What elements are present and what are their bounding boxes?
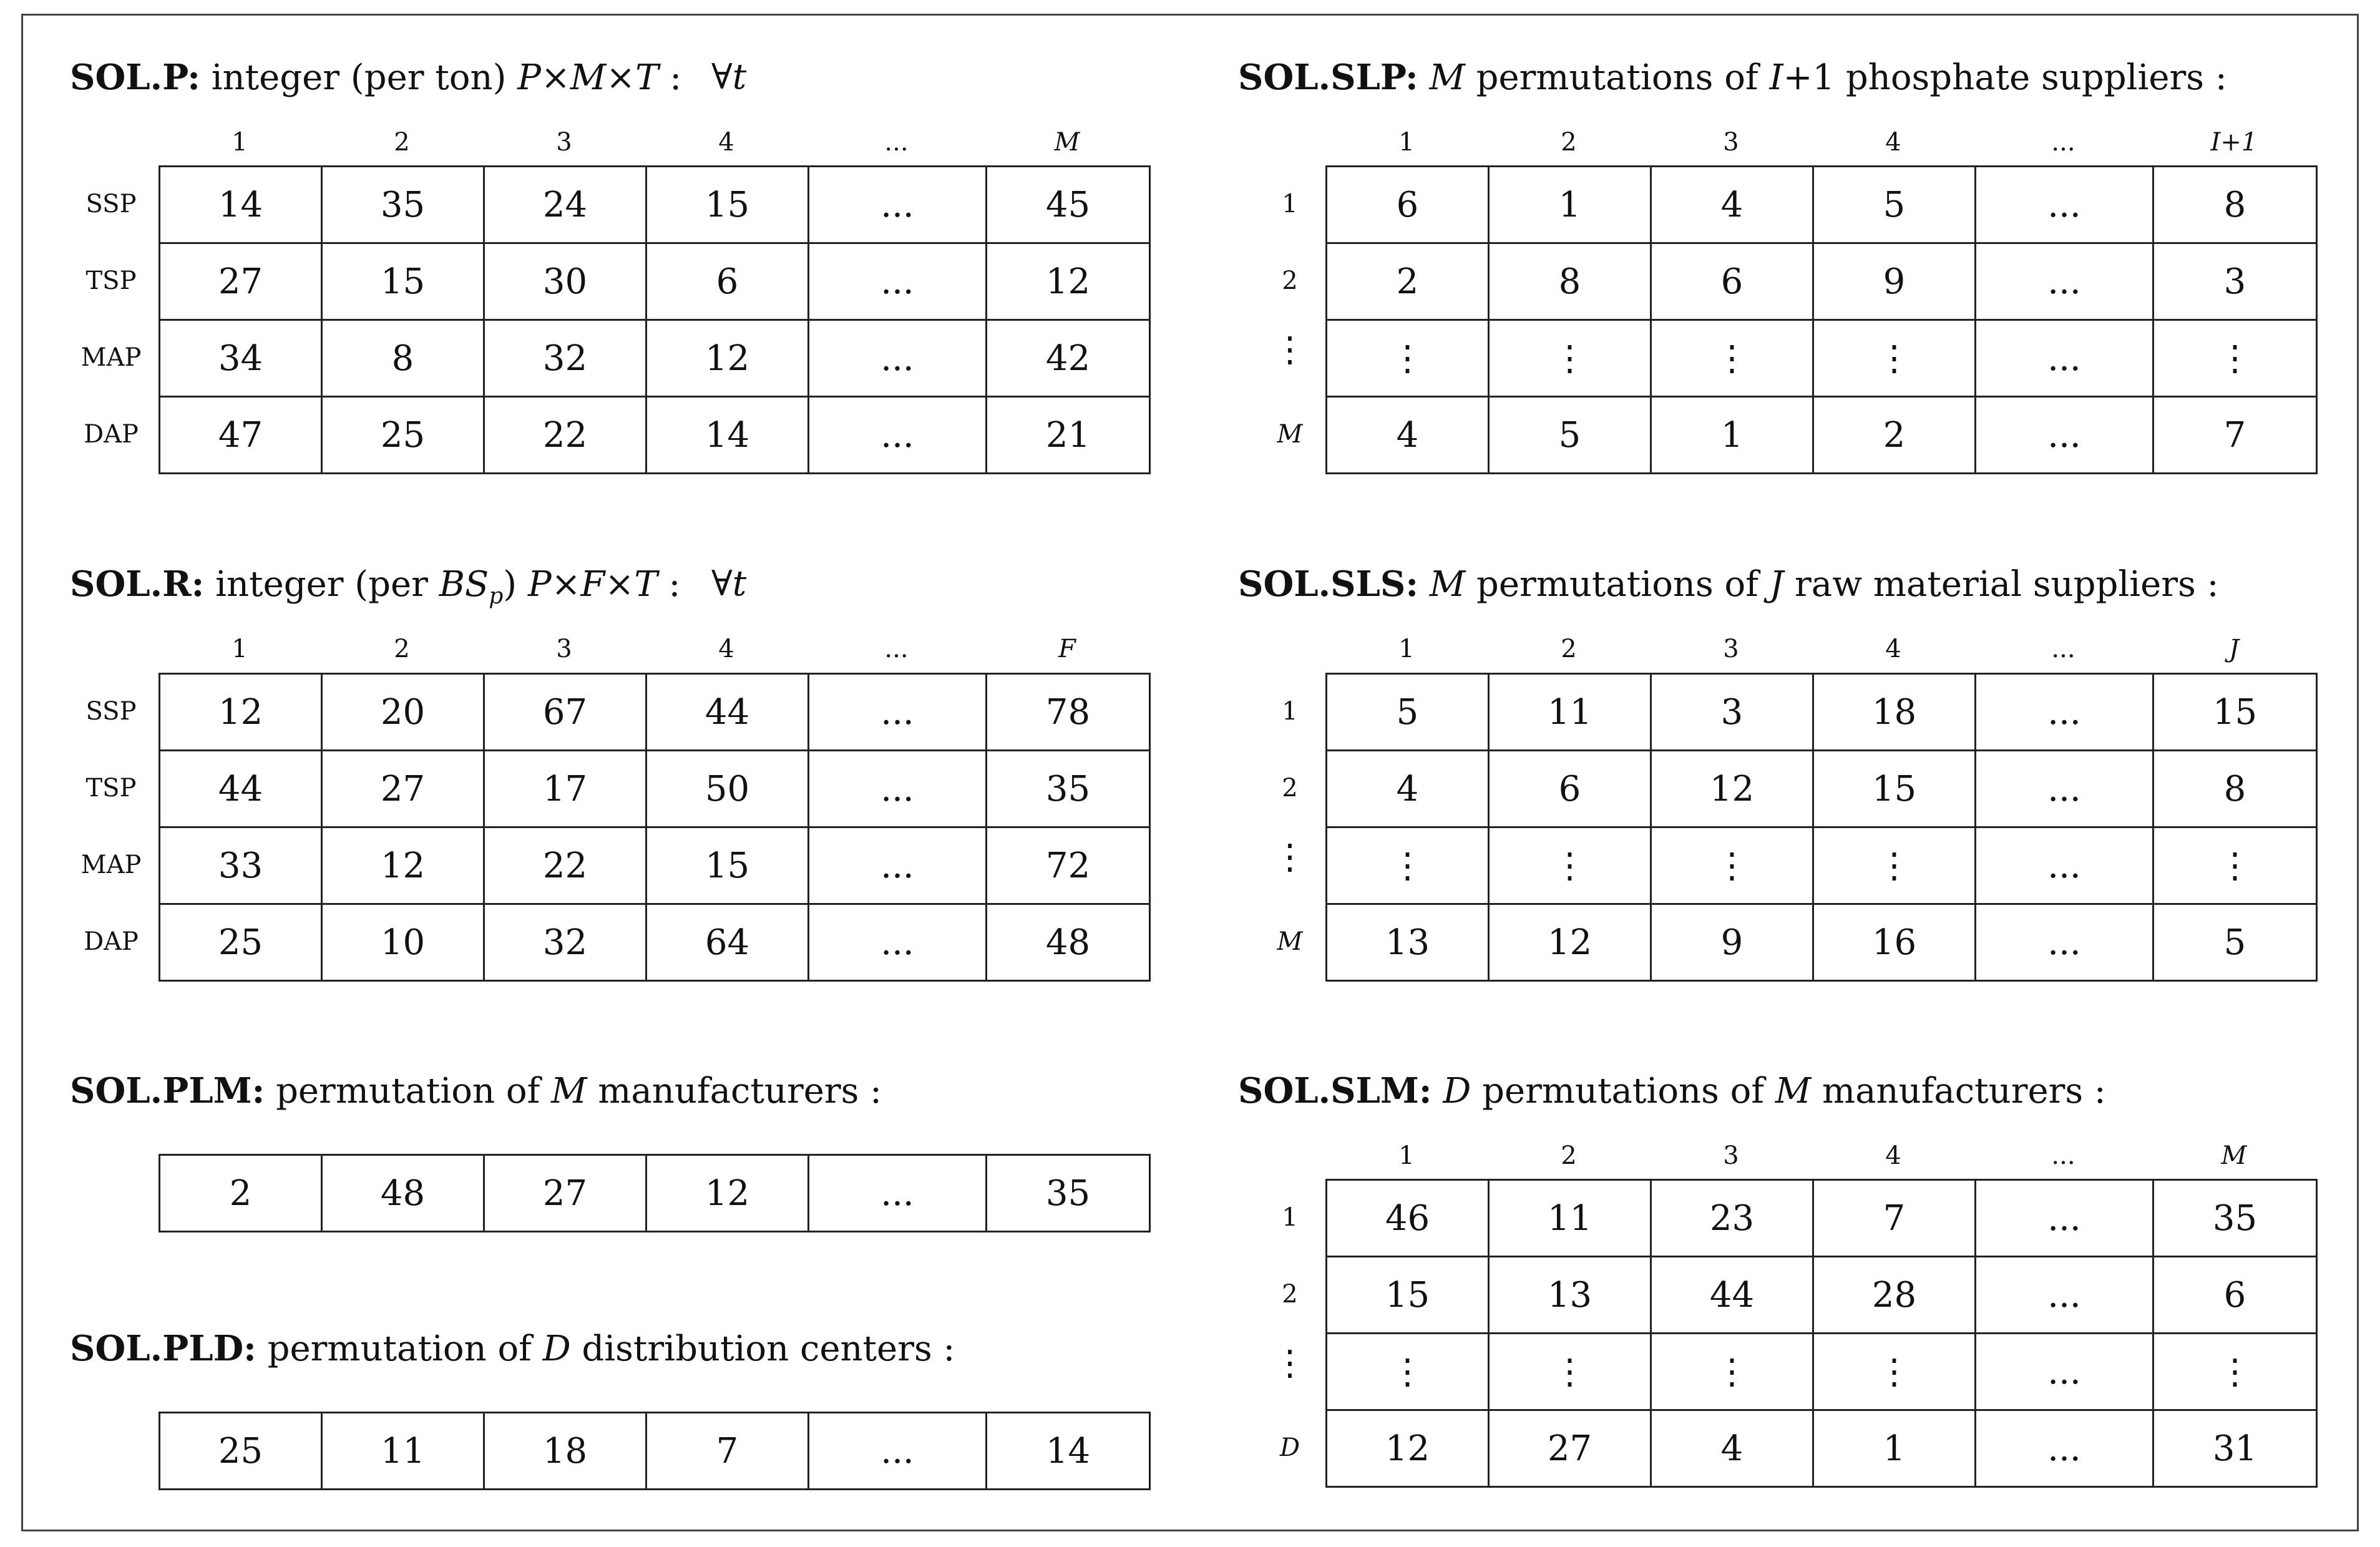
sol-slp-cell: 3 (2153, 243, 2317, 320)
sol-slm-cell: 6 (2153, 1257, 2317, 1334)
sol-sls-row-header: 1 (1282, 697, 1298, 726)
sol-sls-cell: 12 (1651, 751, 1813, 827)
sol-plm-cell: 2 (160, 1155, 322, 1232)
sol-sls-row-header: M (1277, 927, 1303, 956)
table-row (160, 397, 1150, 474)
sol-p-forall: ∀t (711, 57, 747, 97)
sol-slm-col-header: 3 (1723, 1141, 1739, 1170)
sol-r-cell: 50 (646, 751, 809, 827)
sol-r-cell: 15 (646, 827, 809, 904)
sol-p-cell: 14 (160, 167, 322, 243)
sol-slm-cell: ⋮ (1651, 1334, 1813, 1410)
sol-p-cell: 35 (322, 167, 484, 243)
sol-sls-cell: 11 (1489, 674, 1651, 751)
sol-sls-cell: 16 (1813, 904, 1976, 981)
sol-p-cell: 21 (987, 397, 1150, 474)
sol-sls-col-header: 2 (1561, 635, 1577, 663)
sol-sls-col-header: ... (2051, 635, 2075, 663)
sol-slm-cell: 4 (1651, 1410, 1813, 1487)
table-row (160, 1155, 1150, 1232)
sol-slm-col-header: 4 (1885, 1141, 1901, 1170)
sol-slp-row-header: ⋮ (1272, 329, 1307, 370)
sol-p-row-header: SSP (85, 190, 137, 218)
sol-sls-cell: 13 (1327, 904, 1489, 981)
sol-p-cell: 15 (646, 167, 809, 243)
table-row (1327, 1180, 2317, 1257)
sol-slp-cell: ... (1976, 167, 2153, 243)
sol-pld-cell: 18 (484, 1413, 646, 1490)
sol-slp-cell: ⋮ (1813, 320, 1976, 397)
sol-slp-cell: 4 (1651, 167, 1813, 243)
sol-plm-cell: ... (809, 1155, 987, 1232)
sol-sls-cell: 6 (1489, 751, 1651, 827)
sol-slp-table (1325, 165, 2318, 474)
sol-r-cell: 27 (322, 751, 484, 827)
sol-p-col-header: 2 (394, 128, 410, 157)
sol-p-col-header: 3 (556, 128, 572, 157)
table-row (160, 904, 1150, 981)
sol-slp-row-header: 2 (1282, 266, 1298, 295)
sol-slm-row-header: D (1279, 1433, 1300, 1462)
sol-sls-col-header: 3 (1723, 635, 1739, 663)
sol-r-cell: ... (809, 827, 987, 904)
sol-slp-col-header: 2 (1561, 128, 1577, 157)
sol-r-cell: 32 (484, 904, 646, 981)
sol-r-cell: 12 (322, 827, 484, 904)
table-row (160, 320, 1150, 397)
sol-p-col-header: 1 (232, 128, 248, 157)
sol-slp-col-header: 4 (1885, 128, 1901, 157)
sol-sls-cell: ⋮ (2153, 827, 2317, 904)
sol-r-cell: 10 (322, 904, 484, 981)
sol-slm-row-header: 1 (1282, 1203, 1298, 1232)
table-row (160, 167, 1150, 243)
sol-r-cell: 44 (160, 751, 322, 827)
sol-sls-cell: ⋮ (1327, 827, 1489, 904)
sol-sls-table (1325, 673, 2318, 982)
sol-slp-col-header: ... (2051, 128, 2075, 157)
sol-slm-cell: ⋮ (2153, 1334, 2317, 1410)
sol-sls-cell: 15 (2153, 674, 2317, 751)
sol-sls-cell: 12 (1489, 904, 1651, 981)
sol-slm-cell: 23 (1651, 1180, 1813, 1257)
sol-sls-cell: ⋮ (1651, 827, 1813, 904)
sol-p-cell: 42 (987, 320, 1150, 397)
sol-sls-col-header: 1 (1398, 635, 1415, 663)
sol-slm-row-header: 2 (1282, 1280, 1298, 1309)
sol-p-cell: 22 (484, 397, 646, 474)
table-row (1327, 674, 2317, 751)
sol-slm-cell: 46 (1327, 1180, 1489, 1257)
sol-pld-table (159, 1412, 1151, 1490)
sol-plm-table (159, 1154, 1151, 1232)
sol-r-row-header: DAP (84, 927, 139, 956)
sol-slp-cell: 6 (1327, 167, 1489, 243)
sol-p-cell: 14 (646, 397, 809, 474)
sol-p-cell: ... (809, 320, 987, 397)
sol-slp-cell: 8 (2153, 167, 2317, 243)
sol-plm-cell: 35 (987, 1155, 1150, 1232)
sol-r-col-header: 4 (718, 635, 734, 663)
sol-slp-cell: 4 (1327, 397, 1489, 474)
sol-r-cell: 33 (160, 827, 322, 904)
sol-slm-cell: 35 (2153, 1180, 2317, 1257)
sol-plm-cell: 12 (646, 1155, 809, 1232)
table-row (1327, 827, 2317, 904)
sol-slm-cell: 11 (1489, 1180, 1651, 1257)
sol-sls-cell: 8 (2153, 751, 2317, 827)
sol-r-cell: 78 (987, 674, 1150, 751)
sol-slm-cell: ... (1976, 1180, 2153, 1257)
sol-slm-cell: 12 (1327, 1410, 1489, 1487)
sol-r-cell: 48 (987, 904, 1150, 981)
table-row (160, 243, 1150, 320)
sol-p-cell: 27 (160, 243, 322, 320)
sol-sls-cell: 5 (2153, 904, 2317, 981)
sol-slp-col-header: 1 (1398, 128, 1415, 157)
sol-p-cell: 32 (484, 320, 646, 397)
sol-p-cell: 6 (646, 243, 809, 320)
sol-slm-col-header: 1 (1398, 1141, 1415, 1170)
sol-slm-title: SOL.SLM: D permutations of M manufacturers : (1238, 1070, 2106, 1111)
sol-sls-cell: 9 (1651, 904, 1813, 981)
sol-sls-cell: 5 (1327, 674, 1489, 751)
sol-r-row-header: MAP (80, 851, 142, 879)
sol-slm-cell: 44 (1651, 1257, 1813, 1334)
sol-sls-row-header: 2 (1282, 774, 1298, 803)
sol-r-table (159, 673, 1151, 982)
sol-slp-cell: 2 (1327, 243, 1489, 320)
sol-slp-cell: 9 (1813, 243, 1976, 320)
sol-slm-col-header: ... (2051, 1141, 2075, 1170)
sol-slp-cell: ... (1976, 397, 2153, 474)
table-row (1327, 167, 2317, 243)
sol-sls-cell: ⋮ (1813, 827, 1976, 904)
table-row (160, 827, 1150, 904)
sol-slp-title: SOL.SLP: M permutations of I+1 phosphate suppliers : (1238, 57, 2227, 98)
sol-r-row-header: TSP (85, 774, 137, 803)
sol-r-col-header: 3 (556, 635, 572, 663)
sol-slm-cell: 31 (2153, 1410, 2317, 1487)
sol-p-cell: ... (809, 397, 987, 474)
sol-slm-cell: 28 (1813, 1257, 1976, 1334)
sol-r-col-header: ... (884, 635, 909, 663)
sol-r-col-header: 1 (232, 635, 248, 663)
sol-slp-cell: ⋮ (1489, 320, 1651, 397)
table-row (1327, 904, 2317, 981)
sol-sls-row-header: ⋮ (1272, 837, 1307, 877)
sol-r-cell: 64 (646, 904, 809, 981)
sol-slm-cell: ... (1976, 1410, 2153, 1487)
sol-slp-cell: ⋮ (1651, 320, 1813, 397)
sol-p-title: SOL.P: integer (per ton) P×M×T : (70, 57, 682, 98)
table-row (1327, 320, 2317, 397)
sol-slp-col-header: I+1 (2210, 128, 2258, 157)
sol-p-cell: 45 (987, 167, 1150, 243)
sol-slp-cell: 5 (1813, 167, 1976, 243)
sol-slp-cell: 1 (1489, 167, 1651, 243)
sol-sls-cell: 15 (1813, 751, 1976, 827)
sol-slm-cell: 1 (1813, 1410, 1976, 1487)
sol-slm-cell: 13 (1489, 1257, 1651, 1334)
sol-plm-title: SOL.PLM: permutation of M manufacturers : (70, 1070, 882, 1111)
sol-r-col-header: 2 (394, 635, 410, 663)
sol-r-cell: 17 (484, 751, 646, 827)
table-row (1327, 397, 2317, 474)
sol-sls-col-header: J (2228, 635, 2240, 663)
table-row (160, 1413, 1150, 1490)
sol-p-cell: 34 (160, 320, 322, 397)
sol-slp-cell: 7 (2153, 397, 2317, 474)
sol-plm-cell: 27 (484, 1155, 646, 1232)
sol-slm-cell: 7 (1813, 1180, 1976, 1257)
sol-slm-cell: ⋮ (1813, 1334, 1976, 1410)
sol-p-row-header: DAP (84, 420, 139, 449)
sol-p-row-header: MAP (80, 343, 142, 372)
sol-slp-cell: ... (1976, 243, 2153, 320)
sol-p-cell: ... (809, 167, 987, 243)
table-row (160, 751, 1150, 827)
sol-slp-row-header: 1 (1282, 190, 1298, 218)
sol-r-cell: ... (809, 904, 987, 981)
sol-p-cell: 24 (484, 167, 646, 243)
sol-slm-cell: ⋮ (1327, 1334, 1489, 1410)
sol-p-cell: 30 (484, 243, 646, 320)
sol-slm-cell: 27 (1489, 1410, 1651, 1487)
sol-r-title: SOL.R: integer (per $BS_p$) P×F×T : (70, 564, 681, 610)
sol-pld-cell: 11 (322, 1413, 484, 1490)
sol-sls-cell: 4 (1327, 751, 1489, 827)
sol-r-row-header: SSP (85, 697, 137, 726)
sol-slp-cell: ⋮ (2153, 320, 2317, 397)
sol-sls-cell: 3 (1651, 674, 1813, 751)
sol-p-cell: 15 (322, 243, 484, 320)
sol-r-cell: 72 (987, 827, 1150, 904)
sol-p-cell: ... (809, 243, 987, 320)
sol-slm-col-header: 2 (1561, 1141, 1577, 1170)
sol-slp-cell: 6 (1651, 243, 1813, 320)
sol-p-col-header: ... (884, 128, 909, 157)
sol-pld-cell: 25 (160, 1413, 322, 1490)
sol-slp-row-header: M (1277, 420, 1303, 449)
sol-r-cell: 20 (322, 674, 484, 751)
sol-slp-cell: 8 (1489, 243, 1651, 320)
sol-sls-cell: ... (1976, 827, 2153, 904)
sol-pld-cell: 7 (646, 1413, 809, 1490)
sol-p-col-header: M (1054, 128, 1080, 157)
sol-p-cell: 25 (322, 397, 484, 474)
sol-sls-cell: 18 (1813, 674, 1976, 751)
sol-sls-cell: ... (1976, 904, 2153, 981)
sol-p-col-header: 4 (718, 128, 734, 157)
sol-slm-cell: ... (1976, 1257, 2153, 1334)
sol-r-cell: 67 (484, 674, 646, 751)
sol-slm-row-header: ⋮ (1272, 1343, 1307, 1384)
sol-p-row-header: TSP (85, 266, 137, 295)
sol-r-cell: 35 (987, 751, 1150, 827)
sol-p-cell: 12 (987, 243, 1150, 320)
sol-sls-title: SOL.SLS: M permutations of J raw material suppliers : (1238, 564, 2219, 605)
sol-slm-table (1325, 1179, 2318, 1488)
sol-r-cell: 44 (646, 674, 809, 751)
sol-slm-cell: ... (1976, 1334, 2153, 1410)
table-row (1327, 751, 2317, 827)
sol-slm-cell: ⋮ (1489, 1334, 1651, 1410)
sol-pld-cell: ... (809, 1413, 987, 1490)
sol-p-cell: 47 (160, 397, 322, 474)
sol-slp-cell: 1 (1651, 397, 1813, 474)
sol-sls-cell: ⋮ (1489, 827, 1651, 904)
sol-plm-cell: 48 (322, 1155, 484, 1232)
sol-r-forall: ∀t (711, 564, 747, 604)
sol-sls-cell: ... (1976, 674, 2153, 751)
table-row (160, 674, 1150, 751)
sol-slp-cell: ⋮ (1327, 320, 1489, 397)
sol-r-cell: ... (809, 751, 987, 827)
table-row (1327, 243, 2317, 320)
sol-pld-cell: 14 (987, 1413, 1150, 1490)
sol-slp-cell: 5 (1489, 397, 1651, 474)
sol-p-table (159, 165, 1151, 474)
sol-p-cell: 8 (322, 320, 484, 397)
sol-r-cell: 22 (484, 827, 646, 904)
sol-slp-col-header: 3 (1723, 128, 1739, 157)
sol-slm-cell: 15 (1327, 1257, 1489, 1334)
sol-r-cell: 12 (160, 674, 322, 751)
table-row (1327, 1257, 2317, 1334)
sol-r-col-header: F (1058, 635, 1076, 663)
sol-p-cell: 12 (646, 320, 809, 397)
table-row (1327, 1410, 2317, 1487)
sol-slp-cell: 2 (1813, 397, 1976, 474)
sol-r-cell: ... (809, 674, 987, 751)
sol-r-cell: 25 (160, 904, 322, 981)
table-row (1327, 1334, 2317, 1410)
sol-slp-cell: ... (1976, 320, 2153, 397)
sol-pld-title: SOL.PLD: permutation of D distribution centers : (70, 1328, 955, 1369)
sol-sls-col-header: 4 (1885, 635, 1901, 663)
sol-slm-col-header: M (2221, 1141, 2247, 1170)
sol-sls-cell: ... (1976, 751, 2153, 827)
